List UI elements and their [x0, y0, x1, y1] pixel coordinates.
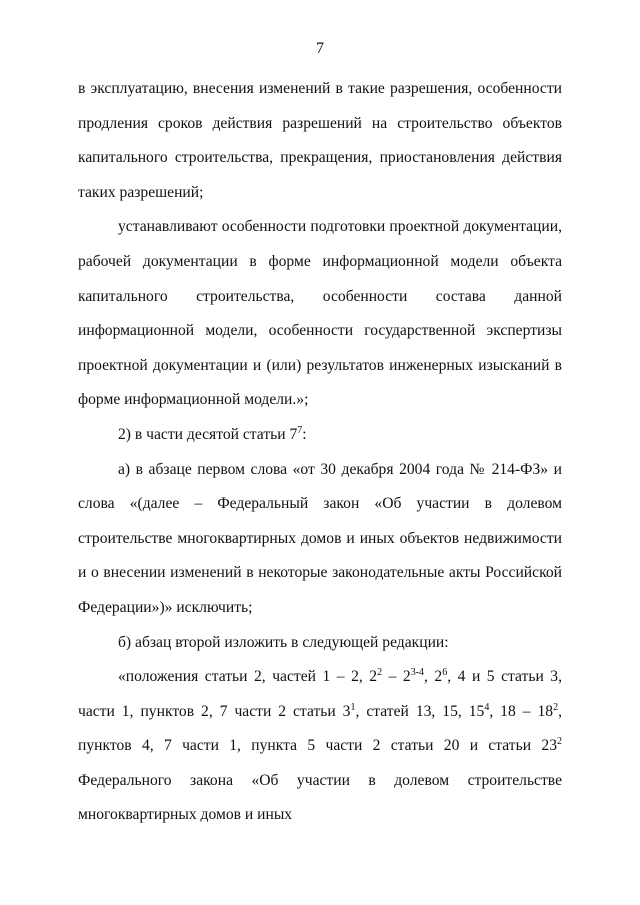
- text-segment: в эксплуатацию, внесения изменений в такие разрешения, особенности продления сроков действия разрешений на строительство объектов капитального строительства, прекращения, приостановления действия таких разрешений;: [78, 80, 562, 201]
- text-segment: «положения статьи 2, частей 1 – 2, 2: [118, 668, 378, 686]
- text-segment: , 18 – 18: [489, 702, 554, 720]
- document-body: [78, 72, 562, 833]
- text-segment: :: [302, 425, 307, 443]
- superscript: 4: [484, 701, 490, 713]
- superscript: 6: [442, 667, 448, 679]
- text-segment: б) абзац второй изложить в следующей редакции:: [118, 633, 449, 651]
- paragraph-3: [78, 418, 562, 453]
- paragraph-5: [78, 626, 562, 661]
- text-segment: , статей 13, 15, 15: [355, 702, 485, 720]
- paragraph-1: [78, 72, 562, 210]
- paragraph-6: [78, 660, 562, 833]
- superscript: 2: [557, 736, 562, 748]
- text-segment: устанавливают особенности подготовки проектной документации, рабочей документации в форме информационной модели объекта капитального строительства, особенности состава данной информационной модели, особенности государственной экспертизы проектной документации и (или) результатов инженерных изысканий в форме информационной модели.»;: [78, 218, 562, 409]
- superscript: 1: [350, 701, 356, 713]
- paragraph-4: [78, 453, 562, 626]
- superscript: 7: [297, 424, 303, 436]
- superscript: 2: [377, 667, 383, 679]
- text-segment: , 4 и 5 статьи 3, части 1, пунктов 2, 7 части 2 статьи 3: [78, 668, 563, 720]
- text-segment: Федерального закона «Об участии в долевом строительстве многоквартирных домов и иных: [78, 771, 562, 824]
- text-segment: – 2: [382, 668, 411, 686]
- text-segment: , 2: [424, 668, 443, 686]
- superscript: 3-4: [410, 667, 425, 679]
- superscript: 2: [553, 701, 559, 713]
- text-segment: 2) в части десятой статьи 7: [118, 425, 298, 443]
- text-segment: а) в абзаце первом слова «от 30 декабря 2004 года № 214-ФЗ» и слова «(далее – Федеральный закон «Об участии в долевом строительстве многоквартирных домов и иных объектов недвижимости и о внесении изменений в некоторые законодательные акты Российской Федерации»)» исключить;: [78, 460, 562, 616]
- text-segment: , пунктов 4, 7 части 1, пункта 5 части 2 статьи 20 и статьи 23: [78, 702, 562, 755]
- page-number: 7: [316, 40, 324, 57]
- paragraph-2: [78, 210, 562, 418]
